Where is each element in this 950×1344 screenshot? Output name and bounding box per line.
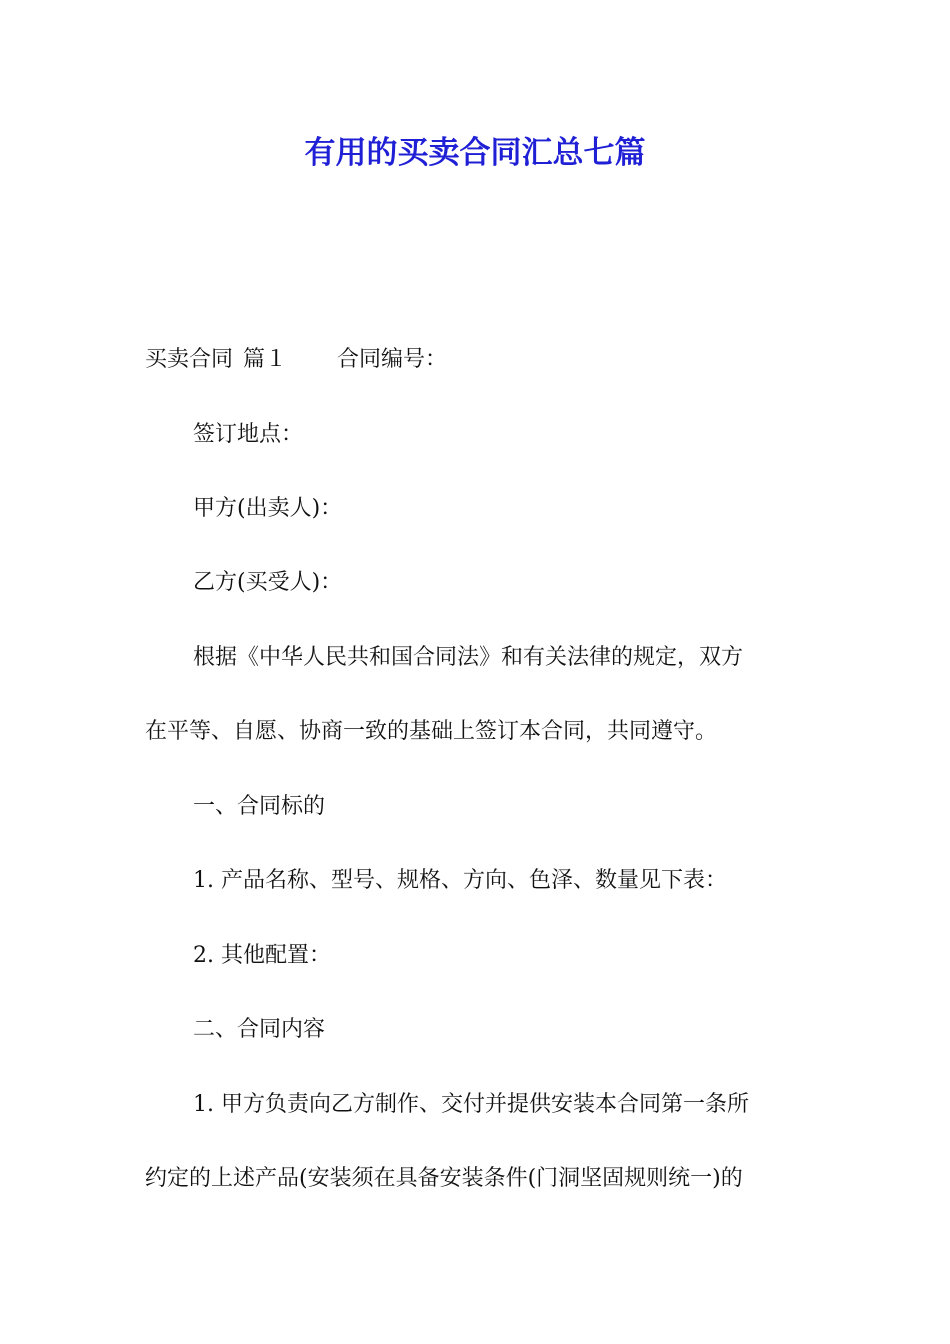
section-heading: 一、合同标的 xyxy=(193,794,326,819)
signing-place-line: 签订地点： xyxy=(193,422,304,447)
paragraph-line: 约定的上述产品(安装须在具备安装条件(门洞坚固规则统一)的 xyxy=(145,1166,743,1191)
party-b-line: 乙方(买受人)： xyxy=(193,570,343,595)
section-heading: 二、合同内容 xyxy=(193,1017,326,1042)
paragraph-line: 在平等、自愿、协商一致的基础上签订本合同，共同遵守。 xyxy=(145,719,718,744)
contract-heading-line xyxy=(145,344,447,376)
document-title: 有用的买卖合同汇总七篇 xyxy=(304,135,646,171)
clause-line: 1. 产品名称、型号、规格、方向、色泽、数量见下表： xyxy=(193,868,727,893)
contract-number-label: 合同编号： xyxy=(337,347,448,372)
paragraph-line: 根据《中华人民共和国合同法》和有关法律的规定，双方 xyxy=(193,645,744,670)
clause-line: 2. 其他配置： xyxy=(193,943,331,968)
party-a-line: 甲方(出卖人)： xyxy=(193,496,343,521)
clause-line: 1. 甲方负责向乙方制作、交付并提供安装本合同第一条所 xyxy=(193,1092,749,1117)
contract-part-number: 篇１ xyxy=(243,347,288,372)
contract-heading-label: 买卖合同 xyxy=(145,347,234,372)
